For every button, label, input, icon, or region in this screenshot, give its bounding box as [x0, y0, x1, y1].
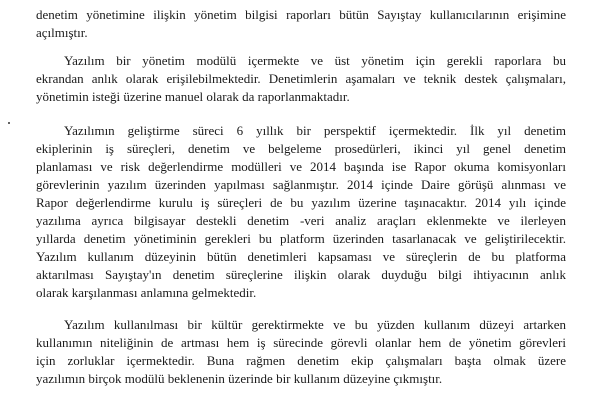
text-line: yazılımın birçok modülü beklenenin üzerinde bir kullanım düzeyine çıkmıştır.: [36, 371, 443, 386]
text-line: Yazılım bir yönetim modülü içermekte ve üst yönetim için gerekli raporlara bu: [64, 53, 566, 68]
text-line: Yazılım kullanım düzeyinin bütün denetimleri kapsaması ve süreçlerin de bu platforma: [36, 249, 566, 264]
text-line: olarak karşılanması anlamına gelmektedir.: [36, 285, 257, 300]
text-line: ekiplerinin iş süreçleri, denetim ve belgeleme prosedürleri, ikinci yıl genel denetim: [36, 141, 566, 156]
text-line: denetim yönetimine ilişkin yönetim bilgisi raporları bütün Sayıştay kullanıcılarının erişimine: [36, 7, 566, 22]
text-line: Yazılımın geliştirme süreci 6 yıllık bir perspektif içermektedir. İlk yıl denetim: [64, 123, 566, 138]
text-line: planlaması ve risk değerlendirme modülleri ve 2014 başında ise Rapor okuma komisyonları: [36, 159, 566, 174]
text-line: yönetimin isteği üzerine manuel olarak da raporlanmaktadır.: [36, 89, 350, 104]
text-line: Rapor değerlendirme kurulu iş süreçleri de bu yazılım üzerine taşınacaktır. 2014 yılı içinde: [36, 195, 566, 210]
text-line: açılmıştır.: [36, 25, 88, 40]
scan-mark: [8, 122, 10, 124]
text-line: yıllarda denetim yönetiminin gerekleri bu platform üzerinden tasarlanacak ve geliştirilecektir.: [36, 231, 566, 246]
text-line: görevlerinin yazılım üzerinden yapılması sağlanmıştır. 2014 içinde Daire görüşü alınması ve: [36, 177, 566, 192]
text-line: için zorluklar içermektedir. Buna rağmen denetim ekip çalışmaları başta olmak üzere: [36, 353, 566, 368]
text-line: yazılıma ayrıca bilgisayar destekli denetim -veri analiz araçları eklenmekte ve ilerleyen: [36, 213, 566, 228]
text-line: Yazılım kullanılması bir kültür gerektirmekte ve bu yüzden kullanım düzeyi artarken: [64, 317, 566, 332]
text-line: aktarılması Sayıştay'ın denetim süreçlerine ilişkin olarak duyduğu bilgi ihtiyacının anlık: [36, 267, 566, 282]
text-line: kullanımın niteliğinin de artması hem iş sürecinde görevli olanlar hem de yönetim görevleri: [36, 335, 566, 350]
text-line: ekrandan anlık olarak erişilebilmektedir. Denetimlerin aşamaları ve teknik destek çalışmaları,: [36, 71, 566, 86]
